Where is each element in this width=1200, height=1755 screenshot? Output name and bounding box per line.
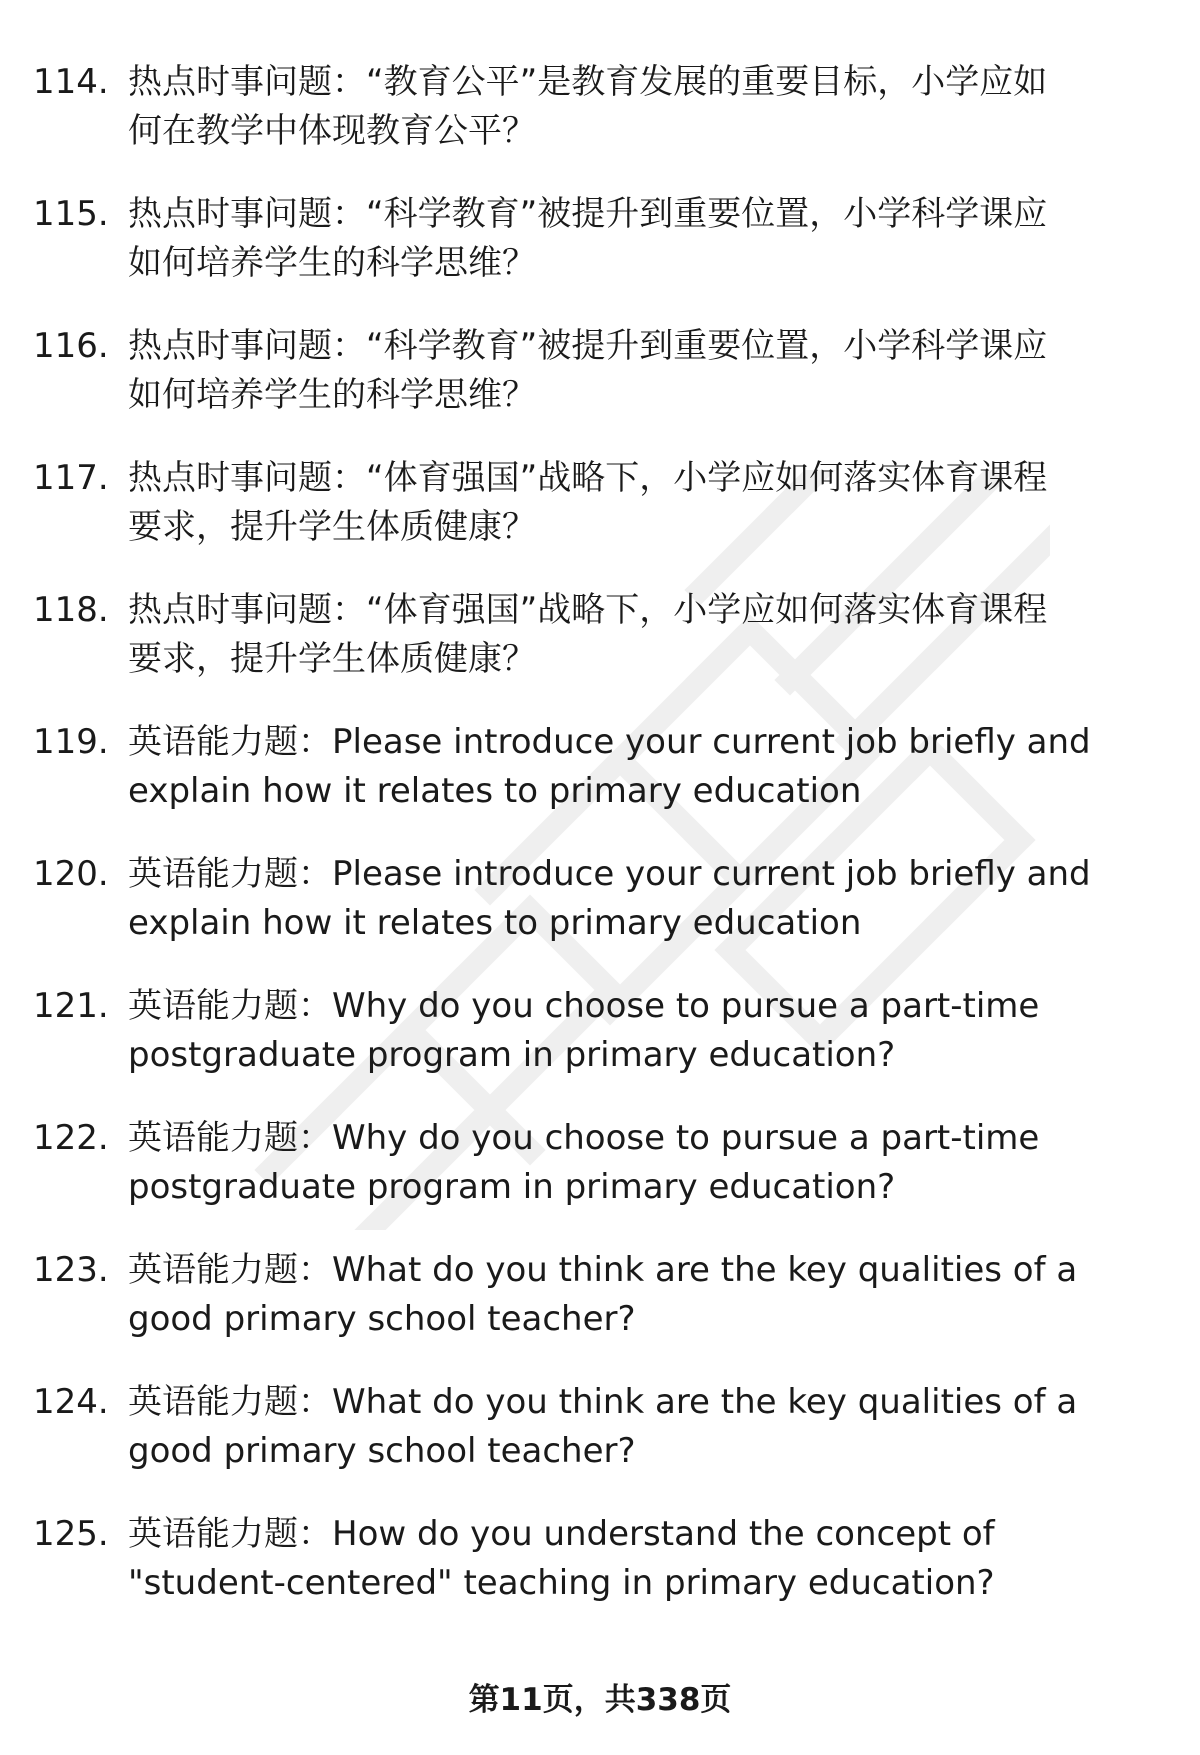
question-number: 119. <box>33 722 109 762</box>
question-number: 123. <box>33 1250 109 1290</box>
question-item <box>33 322 1143 420</box>
question-item <box>33 586 1143 684</box>
question-text: 英语能力题：What do you think are the key qualities of a good primary school teacher? <box>128 1250 1078 1339</box>
question-item <box>33 454 1143 552</box>
question-text: 热点时事问题：“体育强国”战略下，小学应如何落实体育课程 要求，提升学生体质健康？ <box>128 590 1048 679</box>
question-text: 英语能力题：Why do you choose to pursue a part-time postgraduate program in primary education? <box>128 1118 1040 1207</box>
question-text: 热点时事问题：“科学教育”被提升到重要位置，小学科学课应 如何培养学生的科学思维？ <box>128 326 1048 415</box>
question-number: 124. <box>33 1382 109 1422</box>
page-footer-number: 第11页，共338页 <box>468 1682 732 1718</box>
question-text: 英语能力题：Please introduce your current job briefly and explain how it relates to primary education <box>128 722 1091 811</box>
question-text: 英语能力题：How do you understand the concept of "student-centered" teaching in primary education? <box>128 1514 995 1603</box>
question-number: 114. <box>33 62 109 102</box>
question-text: 英语能力题：Why do you choose to pursue a part-time postgraduate program in primary education? <box>128 986 1040 1075</box>
question-text: 英语能力题：Please introduce your current job briefly and explain how it relates to primary education <box>128 854 1091 943</box>
question-number: 122. <box>33 1118 109 1158</box>
question-item <box>33 1378 1143 1476</box>
question-item <box>33 1114 1143 1212</box>
question-item <box>33 190 1143 288</box>
question-number: 118. <box>33 590 109 630</box>
question-item <box>33 1510 1143 1608</box>
question-number: 120. <box>33 854 109 894</box>
question-text: 热点时事问题：“科学教育”被提升到重要位置，小学科学课应 如何培养学生的科学思维？ <box>128 194 1048 283</box>
question-item <box>33 58 1143 156</box>
question-text: 热点时事问题：“教育公平”是教育发展的重要目标，小学应如 何在教学中体现教育公平？ <box>128 62 1048 151</box>
question-number: 117. <box>33 458 109 498</box>
question-item <box>33 850 1143 948</box>
question-item <box>33 982 1143 1080</box>
question-number: 121. <box>33 986 109 1026</box>
question-text: 热点时事问题：“体育强国”战略下，小学应如何落实体育课程 要求，提升学生体质健康？ <box>128 458 1048 547</box>
question-item <box>33 718 1143 816</box>
question-item <box>33 1246 1143 1344</box>
question-text: 英语能力题：What do you think are the key qualities of a good primary school teacher? <box>128 1382 1078 1471</box>
question-number: 116. <box>33 326 109 366</box>
question-list <box>33 58 1143 1642</box>
question-number: 115. <box>33 194 109 234</box>
question-number: 125. <box>33 1514 109 1554</box>
